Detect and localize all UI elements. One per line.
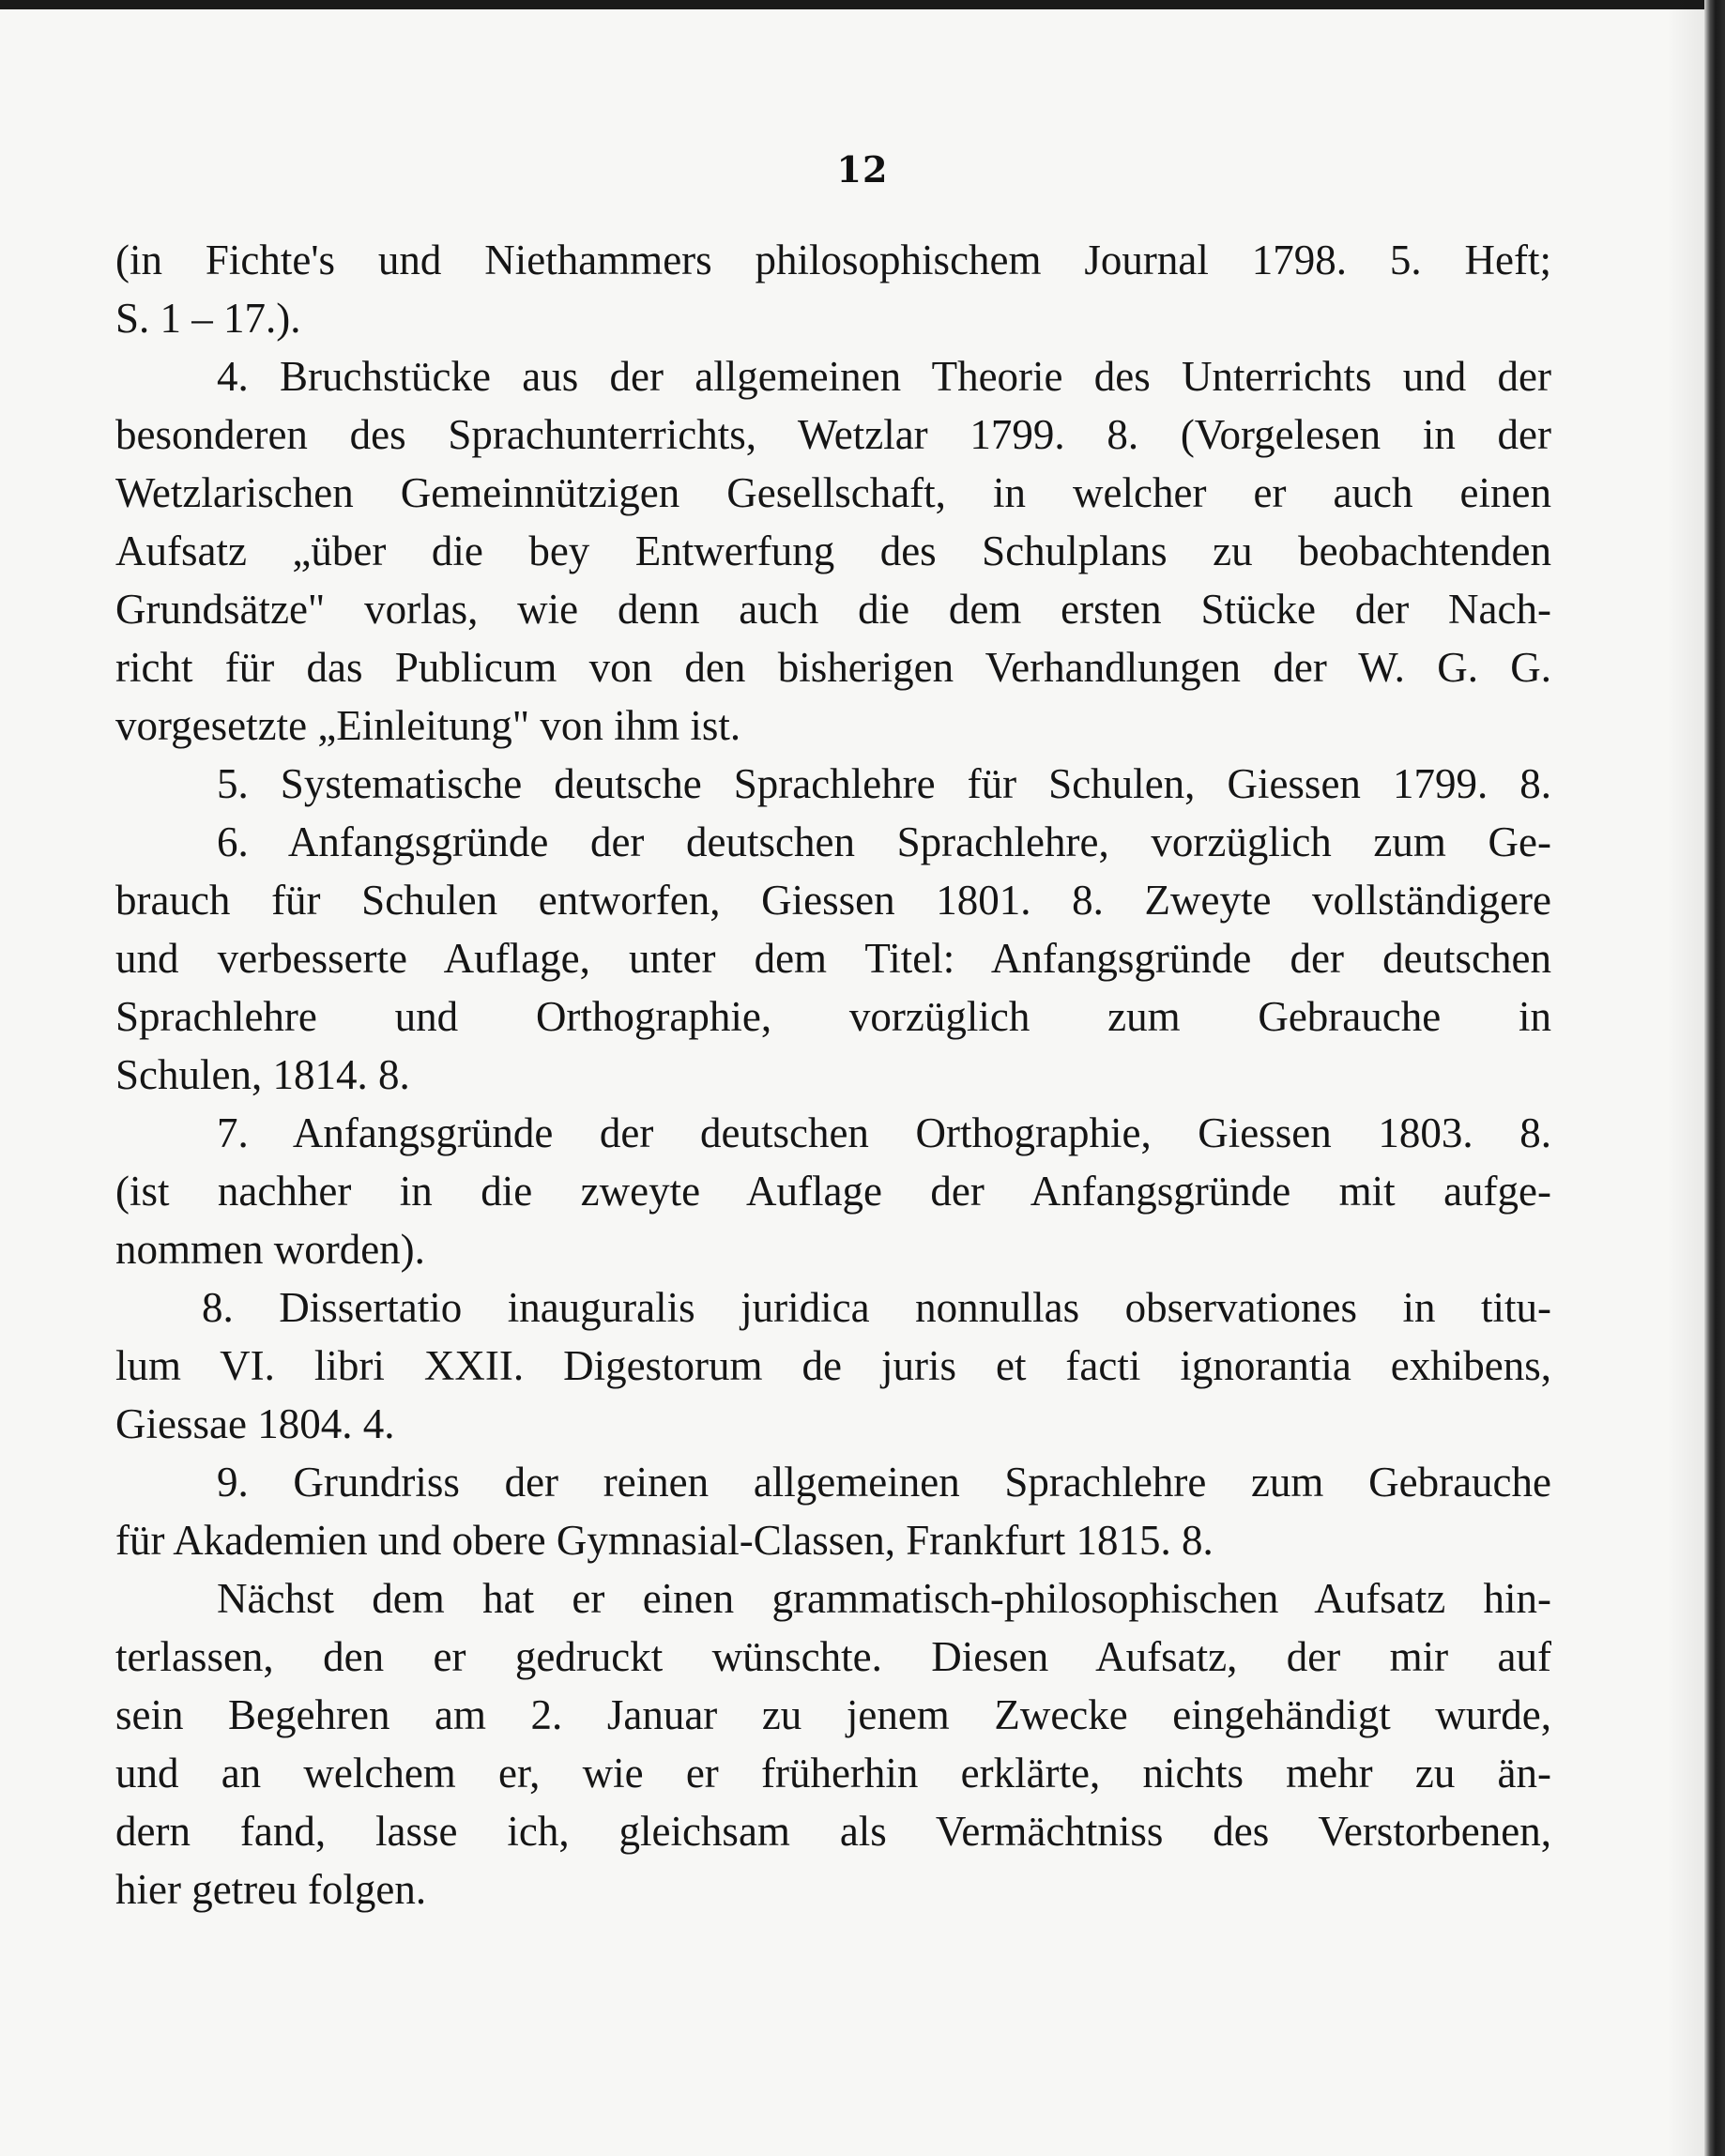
text-line: nommen worden). bbox=[115, 1226, 425, 1273]
text-line: Aufsatz „über die bey Entwerfung des Schulplans zu beobachtenden bbox=[115, 528, 1551, 574]
text-line: 6. Anfangsgründe der deutschen Sprachlehre, vorzüglich zum Ge- bbox=[217, 818, 1551, 865]
body-text bbox=[115, 231, 1551, 1919]
text-line: 9. Grundriss der reinen allgemeinen Sprachlehre zum Gebrauche bbox=[217, 1459, 1551, 1506]
text-line: 8. Dissertatio inauguralis juridica nonnullas observationes in titu- bbox=[202, 1284, 1551, 1331]
scan-top-edge bbox=[0, 0, 1725, 9]
page-shadow bbox=[1667, 0, 1704, 2156]
text-line: (in Fichte's und Niethammers philosophischem Journal 1798. 5. Heft; bbox=[115, 237, 1551, 283]
text-line: vorgesetzte „Einleitung" von ihm ist. bbox=[115, 702, 741, 749]
text-line: hier getreu folgen. bbox=[115, 1866, 427, 1913]
text-line: 5. Systematische deutsche Sprachlehre für Schulen, Giessen 1799. 8. bbox=[217, 760, 1551, 807]
text-line: terlassen, den er gedruckt wünschte. Diesen Aufsatz, der mir auf bbox=[115, 1633, 1551, 1680]
text-line: Sprachlehre und Orthographie, vorzüglich zum Gebrauche in bbox=[115, 993, 1551, 1040]
text-line: lum VI. libri XXII. Digestorum de juris et facti ignorantia exhibens, bbox=[115, 1342, 1551, 1389]
text-line: Giessae 1804. 4. bbox=[115, 1400, 395, 1447]
text-line: und verbesserte Auflage, unter dem Titel: Anfangsgründe der deutschen bbox=[115, 935, 1551, 982]
text-line: Nächst dem hat er einen grammatisch-philosophischen Aufsatz hin- bbox=[217, 1575, 1551, 1622]
text-line: S. 1 – 17.). bbox=[115, 295, 301, 342]
text-line: Schulen, 1814. 8. bbox=[115, 1051, 410, 1098]
text-line: besonderen des Sprachunterrichts, Wetzlar 1799. 8. (Vorgelesen in der bbox=[115, 411, 1551, 458]
text-line: (ist nachher in die zweyte Auflage der Anfangsgründe mit aufge- bbox=[115, 1168, 1551, 1215]
text-line: für Akademien und obere Gymnasial-Classen, Frankfurt 1815. 8. bbox=[115, 1517, 1214, 1564]
text-line: sein Begehren am 2. Januar zu jenem Zwecke eingehändigt wurde, bbox=[115, 1691, 1551, 1738]
text-line: 7. Anfangsgründe der deutschen Orthographie, Giessen 1803. 8. bbox=[217, 1109, 1551, 1156]
scan-right-edge bbox=[1704, 0, 1725, 2156]
text-line: Wetzlarischen Gemeinnützigen Gesellschaft, in welcher er auch einen bbox=[115, 469, 1551, 516]
text-line: Grundsätze" vorlas, wie denn auch die dem ersten Stücke der Nach- bbox=[115, 586, 1551, 633]
text-line: brauch für Schulen entworfen, Giessen 1801. 8. Zweyte vollständigere bbox=[115, 877, 1551, 924]
text-line: dern fand, lasse ich, gleichsam als Vermächtniss des Verstorbenen, bbox=[115, 1808, 1551, 1855]
text-line: richt für das Publicum von den bisherigen Verhandlungen der W. G. G. bbox=[115, 644, 1551, 691]
text-line: 4. Bruchstücke aus der allgemeinen Theorie des Unterrichts und der bbox=[217, 353, 1551, 400]
text-line: und an welchem er, wie er früherhin erklärte, nichts mehr zu än- bbox=[115, 1750, 1551, 1797]
page-number: 12 bbox=[836, 148, 889, 191]
